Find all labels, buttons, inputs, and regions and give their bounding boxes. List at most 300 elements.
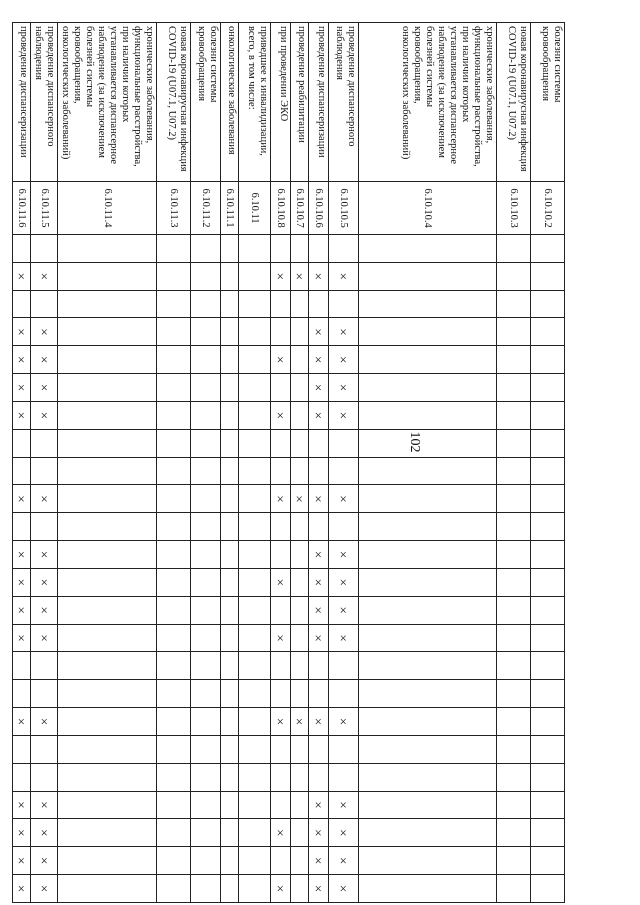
table-cell	[359, 652, 497, 680]
table-row	[239, 23, 271, 903]
table-cell	[309, 318, 329, 346]
cross-mark-icon: ×	[336, 550, 352, 559]
cross-mark-icon: ×	[14, 356, 30, 364]
table-cell	[291, 318, 309, 346]
cross-mark-icon: ×	[14, 717, 30, 726]
table-cell	[291, 457, 309, 485]
table-cell	[531, 290, 565, 318]
table-cell	[13, 819, 31, 847]
table-row	[309, 23, 329, 903]
table-cell	[58, 624, 157, 652]
table-cell	[359, 457, 497, 485]
cross-mark-icon: ×	[311, 272, 327, 280]
table-cell	[31, 429, 58, 457]
page-number: 102	[407, 431, 422, 453]
table-cell	[497, 513, 531, 541]
row-code: 6.10.11.2	[191, 182, 221, 235]
table-cell	[291, 708, 309, 736]
row-label: проведение диспансеризации	[13, 23, 31, 182]
table-cell	[359, 346, 497, 374]
table-cell	[191, 318, 221, 346]
table-cell	[291, 680, 309, 708]
table-cell	[31, 568, 58, 596]
table-cell	[13, 652, 31, 680]
table-cell	[13, 708, 31, 736]
table-cell	[309, 680, 329, 708]
table-cell	[531, 262, 565, 290]
table-cell	[497, 791, 531, 819]
table-cell	[359, 875, 497, 903]
table-cell	[329, 513, 359, 541]
table-cell	[497, 680, 531, 708]
table-cell	[191, 875, 221, 903]
table-cell	[271, 290, 291, 318]
cross-mark-icon: ×	[336, 634, 352, 642]
row-code: 6.10.11.4	[58, 182, 157, 235]
table-row	[497, 23, 531, 903]
cross-mark-icon: ×	[37, 550, 52, 559]
table-cell	[58, 457, 157, 485]
cross-mark-icon: ×	[273, 829, 289, 837]
table-cell	[359, 485, 497, 513]
table-cell	[221, 708, 239, 736]
table-cell	[239, 457, 271, 485]
table-cell	[291, 235, 309, 263]
table-cell	[13, 429, 31, 457]
cross-mark-icon: ×	[336, 495, 352, 503]
table-cell	[239, 374, 271, 402]
table-cell	[531, 735, 565, 763]
table-cell	[497, 401, 531, 429]
cross-mark-icon: ×	[37, 272, 52, 280]
table-cell	[239, 763, 271, 791]
table-cell	[291, 763, 309, 791]
table-cell	[221, 819, 239, 847]
table-cell	[309, 652, 329, 680]
table-container	[14, 22, 565, 903]
table-cell	[221, 735, 239, 763]
cross-mark-icon: ×	[311, 383, 327, 392]
table-cell	[531, 708, 565, 736]
table-cell	[309, 735, 329, 763]
table-cell	[329, 791, 359, 819]
table-body	[13, 23, 565, 903]
table-cell	[271, 568, 291, 596]
table-cell	[271, 235, 291, 263]
table-row	[13, 23, 31, 903]
table-cell	[531, 847, 565, 875]
cross-mark-icon: ×	[14, 856, 30, 865]
table-cell	[58, 763, 157, 791]
table-cell	[497, 235, 531, 263]
table-cell	[239, 429, 271, 457]
cross-mark-icon: ×	[292, 495, 308, 503]
table-cell	[191, 680, 221, 708]
table-cell	[239, 568, 271, 596]
cross-mark-icon: ×	[336, 578, 352, 587]
cross-mark-icon: ×	[14, 801, 30, 809]
table-row	[329, 23, 359, 903]
table-cell	[31, 318, 58, 346]
table-row	[359, 23, 497, 903]
table-cell	[329, 875, 359, 903]
table-cell	[271, 513, 291, 541]
table-cell	[31, 596, 58, 624]
table-cell	[309, 262, 329, 290]
table-cell	[13, 346, 31, 374]
table-cell	[58, 541, 157, 569]
table-cell	[221, 875, 239, 903]
cross-mark-icon: ×	[273, 884, 289, 893]
table-cell	[31, 708, 58, 736]
table-row	[157, 23, 191, 903]
table-cell	[497, 262, 531, 290]
table-cell	[531, 401, 565, 429]
row-label: хронические заболевания, функциональные расстройства, при наличии которых устанавливается диспансерное наблюдение (за исключением болезней системы кровообращения, онкологических заболеваний)	[58, 23, 157, 182]
cross-mark-icon: ×	[37, 856, 52, 865]
table-cell	[329, 624, 359, 652]
table-cell	[329, 596, 359, 624]
row-code: 6.10.10.2	[531, 182, 565, 235]
table-cell	[13, 401, 31, 429]
table-cell	[291, 847, 309, 875]
table-cell	[31, 680, 58, 708]
table-cell	[309, 819, 329, 847]
table-cell	[291, 513, 309, 541]
table-cell	[531, 235, 565, 263]
table-cell	[157, 680, 191, 708]
cross-mark-icon: ×	[14, 578, 30, 587]
table-cell	[309, 485, 329, 513]
cross-mark-icon: ×	[292, 272, 308, 280]
cross-mark-icon: ×	[37, 383, 52, 392]
row-label: проведение диспансерного наблюдения	[31, 23, 58, 182]
table-cell	[291, 401, 309, 429]
cross-mark-icon: ×	[14, 634, 30, 642]
table-cell	[157, 763, 191, 791]
cross-mark-icon: ×	[14, 606, 30, 614]
table-cell	[531, 485, 565, 513]
table-cell	[531, 652, 565, 680]
table-cell	[191, 847, 221, 875]
table-cell	[271, 624, 291, 652]
table-cell	[157, 290, 191, 318]
table-cell	[329, 680, 359, 708]
table-cell	[221, 401, 239, 429]
table-cell	[329, 429, 359, 457]
table-cell	[271, 262, 291, 290]
row-code: 6.10.10.6	[309, 182, 329, 235]
table-cell	[239, 735, 271, 763]
table-cell	[31, 541, 58, 569]
table-cell	[31, 457, 58, 485]
table-cell	[291, 791, 309, 819]
cross-mark-icon: ×	[336, 383, 352, 392]
table-cell	[239, 596, 271, 624]
table-cell	[271, 346, 291, 374]
table-cell	[271, 875, 291, 903]
table-cell	[31, 847, 58, 875]
row-code: 6.10.10.5	[329, 182, 359, 235]
cross-mark-icon: ×	[14, 884, 30, 893]
table-cell	[221, 596, 239, 624]
cross-mark-icon: ×	[273, 495, 289, 503]
table-cell	[157, 318, 191, 346]
table-cell	[13, 735, 31, 763]
cross-mark-icon: ×	[336, 856, 352, 865]
table-cell	[157, 875, 191, 903]
table-cell	[359, 290, 497, 318]
table-cell	[359, 568, 497, 596]
table-cell	[157, 652, 191, 680]
table-cell	[531, 596, 565, 624]
table-cell	[31, 652, 58, 680]
table-cell	[531, 346, 565, 374]
table-cell	[531, 875, 565, 903]
table-cell	[221, 235, 239, 263]
cross-mark-icon: ×	[336, 356, 352, 364]
table-cell	[271, 735, 291, 763]
table-cell	[58, 819, 157, 847]
cross-mark-icon: ×	[311, 578, 327, 587]
table-cell	[58, 374, 157, 402]
table-cell	[157, 346, 191, 374]
table-cell	[239, 680, 271, 708]
table-cell	[58, 735, 157, 763]
cross-mark-icon: ×	[37, 495, 52, 503]
table-cell	[497, 374, 531, 402]
table-cell	[191, 485, 221, 513]
cross-mark-icon: ×	[311, 856, 327, 865]
table-cell	[497, 346, 531, 374]
cross-mark-icon: ×	[273, 578, 289, 587]
table-cell	[531, 374, 565, 402]
table-cell	[309, 513, 329, 541]
table-cell	[191, 401, 221, 429]
table-cell	[531, 791, 565, 819]
cross-mark-icon: ×	[311, 829, 327, 837]
table-cell	[221, 429, 239, 457]
table-cell	[291, 485, 309, 513]
table-cell	[157, 485, 191, 513]
row-label: хронические заболевания, функциональные расстройства, при наличии которых устанавливается диспансерное наблюдение (за исключением болезней системы кровообращения, онкологических заболеваний)	[359, 23, 497, 182]
table-cell	[271, 541, 291, 569]
table-cell	[359, 318, 497, 346]
row-label: болезни системы кровообращения	[531, 23, 565, 182]
table-cell	[191, 262, 221, 290]
table-cell	[309, 457, 329, 485]
table-row	[191, 23, 221, 903]
table-cell	[271, 318, 291, 346]
table-cell	[359, 374, 497, 402]
table-cell	[58, 596, 157, 624]
cross-mark-icon: ×	[37, 634, 52, 642]
table-cell	[58, 708, 157, 736]
table-cell	[271, 680, 291, 708]
table-cell	[497, 875, 531, 903]
table-cell	[329, 235, 359, 263]
table-cell	[359, 763, 497, 791]
table-cell	[157, 374, 191, 402]
rotated-page-content	[14, 22, 565, 903]
table-cell	[221, 568, 239, 596]
table-cell	[329, 763, 359, 791]
table-cell	[497, 568, 531, 596]
row-label: проведение реабилитации	[291, 23, 309, 182]
table-cell	[271, 401, 291, 429]
table-cell	[239, 346, 271, 374]
table-cell	[531, 680, 565, 708]
table-cell	[239, 819, 271, 847]
table-cell	[531, 513, 565, 541]
cross-mark-icon: ×	[311, 550, 327, 559]
cross-mark-icon: ×	[336, 884, 352, 893]
table-cell	[157, 568, 191, 596]
table-cell	[271, 429, 291, 457]
table-cell	[239, 541, 271, 569]
table-cell	[497, 735, 531, 763]
table-cell	[309, 791, 329, 819]
table-cell	[531, 624, 565, 652]
table-cell	[291, 624, 309, 652]
cross-mark-icon: ×	[273, 272, 289, 280]
table-cell	[497, 652, 531, 680]
table-cell	[497, 624, 531, 652]
cross-mark-icon: ×	[336, 272, 352, 280]
table-cell	[497, 457, 531, 485]
table-row	[271, 23, 291, 903]
table-cell	[309, 596, 329, 624]
cross-mark-icon: ×	[336, 328, 352, 336]
row-label: онкологические заболевания	[221, 23, 239, 182]
cross-mark-icon: ×	[37, 328, 52, 336]
table-cell	[157, 401, 191, 429]
table-cell	[13, 374, 31, 402]
table-cell	[497, 596, 531, 624]
cross-mark-icon: ×	[14, 829, 30, 837]
table-cell	[359, 235, 497, 263]
cross-mark-icon: ×	[336, 801, 352, 809]
table-cell	[191, 374, 221, 402]
table-cell	[359, 429, 497, 457]
table-row	[31, 23, 58, 903]
table-cell	[329, 346, 359, 374]
table-cell	[191, 568, 221, 596]
table-cell	[191, 429, 221, 457]
table-cell	[58, 680, 157, 708]
table-cell	[309, 568, 329, 596]
table-cell	[13, 596, 31, 624]
table-cell	[13, 262, 31, 290]
table-cell	[531, 318, 565, 346]
table-cell	[221, 290, 239, 318]
table-cell	[191, 290, 221, 318]
table-cell	[271, 596, 291, 624]
row-code: 6.10.10.3	[497, 182, 531, 235]
table-cell	[191, 457, 221, 485]
cross-mark-icon: ×	[37, 356, 52, 364]
table-cell	[291, 875, 309, 903]
table-cell	[271, 457, 291, 485]
table-cell	[157, 847, 191, 875]
table-cell	[221, 680, 239, 708]
cross-mark-icon: ×	[273, 717, 289, 726]
cross-mark-icon: ×	[311, 884, 327, 893]
table-cell	[221, 346, 239, 374]
table-cell	[271, 819, 291, 847]
table-cell	[239, 652, 271, 680]
table-cell	[13, 875, 31, 903]
table-cell	[271, 791, 291, 819]
table-cell	[221, 541, 239, 569]
table-cell	[191, 513, 221, 541]
table-cell	[359, 513, 497, 541]
table-cell	[329, 541, 359, 569]
table-cell	[13, 847, 31, 875]
table-cell	[329, 290, 359, 318]
table-cell	[239, 401, 271, 429]
cross-mark-icon: ×	[311, 634, 327, 642]
table-cell	[359, 680, 497, 708]
table-cell	[13, 624, 31, 652]
table-cell	[191, 652, 221, 680]
cross-mark-icon: ×	[37, 411, 52, 420]
table-cell	[309, 541, 329, 569]
cross-mark-icon: ×	[14, 411, 30, 420]
table-cell	[271, 708, 291, 736]
table-cell	[359, 791, 497, 819]
table-cell	[531, 819, 565, 847]
table-cell	[359, 596, 497, 624]
table-cell	[31, 401, 58, 429]
table-cell	[329, 401, 359, 429]
table-cell	[531, 429, 565, 457]
table-cell	[291, 735, 309, 763]
row-label: проведение диспансеризации	[309, 23, 329, 182]
table-cell	[31, 513, 58, 541]
row-label: при проведении ЭКО	[271, 23, 291, 182]
table-cell	[309, 763, 329, 791]
table-cell	[157, 791, 191, 819]
table-cell	[329, 318, 359, 346]
table-cell	[531, 541, 565, 569]
table-cell	[329, 457, 359, 485]
table-cell	[309, 235, 329, 263]
table-row	[291, 23, 309, 903]
table-cell	[191, 541, 221, 569]
table-cell	[13, 680, 31, 708]
table-cell	[58, 346, 157, 374]
row-code: 6.10.11.3	[157, 182, 191, 235]
table-cell	[58, 401, 157, 429]
table-cell	[329, 568, 359, 596]
cross-mark-icon: ×	[37, 884, 52, 893]
table-cell	[221, 791, 239, 819]
table-cell	[58, 652, 157, 680]
cross-mark-icon: ×	[14, 328, 30, 336]
table-cell	[329, 652, 359, 680]
row-label: приведшее к инвалидизации, всего, в том числе:	[239, 23, 271, 182]
table-cell	[309, 401, 329, 429]
table-cell	[291, 541, 309, 569]
cross-mark-icon: ×	[311, 495, 327, 503]
row-code: 6.10.10.8	[271, 182, 291, 235]
table-cell	[359, 541, 497, 569]
cross-mark-icon: ×	[273, 634, 289, 642]
table-cell	[191, 596, 221, 624]
cross-mark-icon: ×	[311, 411, 327, 420]
table-cell	[239, 290, 271, 318]
